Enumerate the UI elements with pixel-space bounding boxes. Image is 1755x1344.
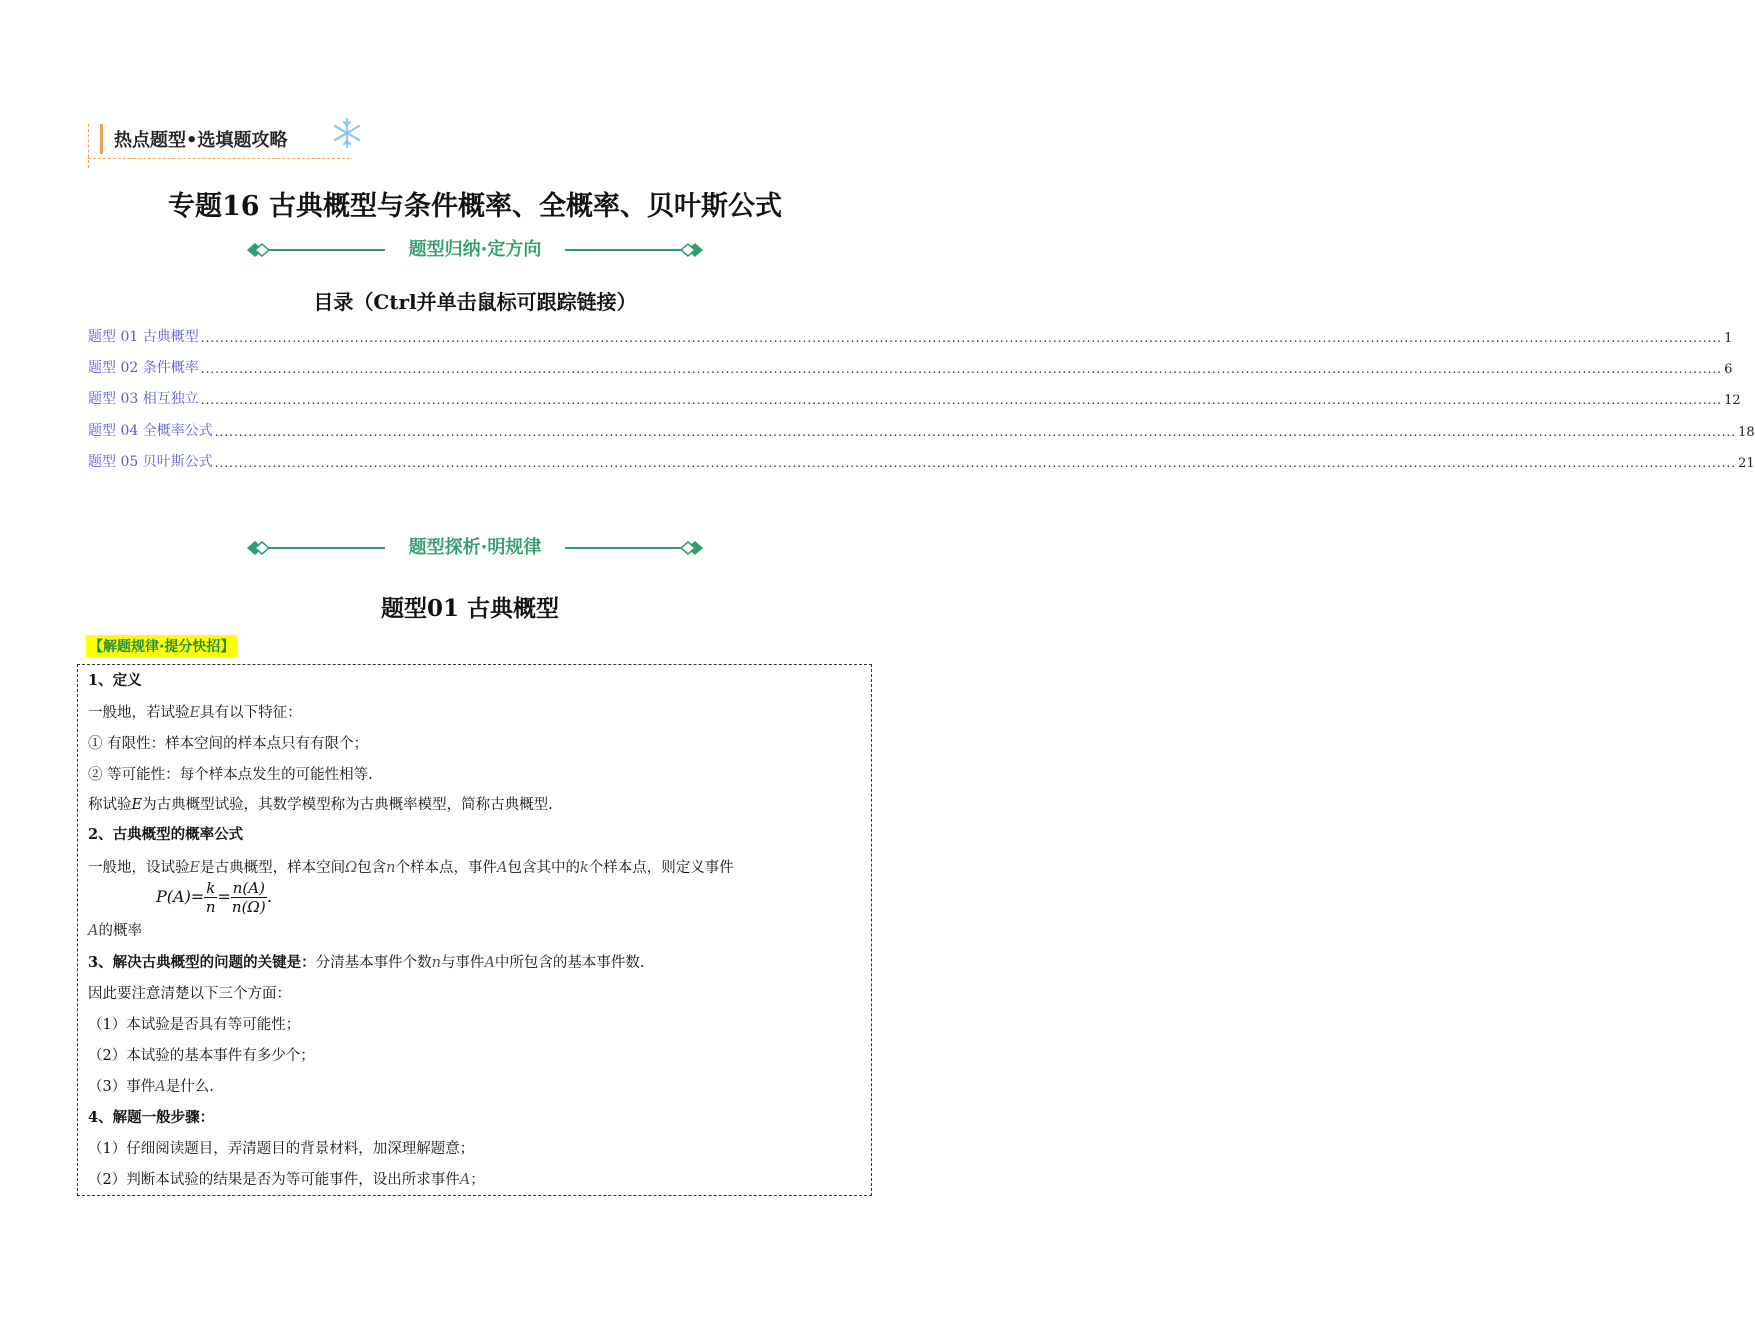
toc-item-label[interactable]: 题型 03 相互独立 [88,391,199,407]
numerator: n(A) [232,879,265,897]
toc-item-page: 1 [1724,331,1733,346]
text-line [88,793,553,814]
toc-item-label[interactable]: 题型 04 全概率公式 [88,423,213,439]
text: 称试验 [88,797,132,813]
text-line: （1）本试验是否具有等可能性； [88,1017,301,1033]
var: E [189,705,201,721]
probability-formula [156,879,272,916]
text: （3）事件 [88,1079,156,1095]
content-box [77,664,872,1196]
denominator: n [205,898,216,916]
var: n [386,860,396,876]
formula-end: . [266,887,273,906]
toc-item-page: 6 [1724,362,1733,377]
numerator: k [206,879,216,897]
toc-leader: ............................................................................................................................................................................................................................................................................................................................ [200,393,1723,407]
key-heading: 3、解决古典概型的问题的关键是： [88,954,316,971]
badge-bar [100,124,103,154]
text-line [88,919,142,940]
var: A [496,860,508,876]
text: 包含其中的 [507,860,580,876]
text: ； [470,1172,485,1188]
var: E [131,797,143,813]
text-line [88,701,302,722]
formula-lhs: P(A)= [156,887,205,906]
text: 包含 [357,860,387,876]
text: 个样本点，则定义事件 [588,860,734,876]
toc-leader: ............................................................................................................................................................................................................................................................................................................................ [200,362,1723,376]
var: A [459,1172,471,1188]
toc-leader: ............................................................................................................................................................................................................................................................................................................................ [214,425,1737,439]
text: 为古典概型试验，其数学模型称为古典概率模型，简称古典概型. [142,797,553,813]
text: 是什么. [165,1079,214,1095]
fraction [204,879,217,916]
toc-leader: ............................................................................................................................................................................................................................................................................................................................ [200,331,1723,345]
text: 中所包含的基本事件数. [494,955,645,971]
var: E [189,860,201,876]
text-line: （1）仔细阅读题目，弄清题目的背景材料，加深理解题意； [88,1141,475,1157]
text-line: （2）本试验的基本事件有多少个； [88,1048,315,1064]
document-title: 专题16 古典概型与条件概率、全概率、贝叶斯公式 [168,191,782,222]
toc-item-page: 12 [1724,393,1741,408]
var: A [88,923,99,939]
fraction [231,879,267,916]
text: 一般地，若试验 [88,705,190,721]
section-divider-1 [245,237,705,263]
badge-vdash [88,124,89,168]
steps-heading: 4、解题一般步骤： [88,1109,215,1126]
text: （2）判断本试验的结果是否为等可能事件，设出所求事件 [88,1172,460,1188]
text: 个样本点，事件 [395,860,497,876]
text-line: ② 等可能性：每个样本点发生的可能性相等. [88,767,373,783]
text: 具有以下特征： [200,705,302,721]
text-line [88,1168,485,1189]
toc-item[interactable] [88,420,1755,440]
toc-item-label[interactable]: 题型 05 贝叶斯公式 [88,454,213,470]
divider-label: 题型归纳·定方向 [408,239,542,260]
header-badge [100,124,350,160]
var: A [484,955,495,971]
badge-text: 热点题型•选填题攻略 [114,130,288,151]
section-divider-2 [245,535,705,561]
formula-heading: 2、古典概型的概率公式 [88,826,244,843]
toc-item-label[interactable]: 题型 02 条件概率 [88,360,199,376]
toc-item[interactable] [88,388,1741,408]
var: A [155,1079,166,1095]
text: 分清基本事件个数 [315,955,432,971]
denominator: n(Ω) [231,898,266,916]
text: 是古典概型，样本空间 [200,860,346,876]
divider-label: 题型探析·明规律 [408,537,542,558]
toc-title: 目录（Ctrl并单击鼠标可跟踪链接） [313,290,637,314]
badge-dash [88,158,350,159]
text: 一般地，设试验 [88,860,190,876]
toc-item[interactable] [88,326,1733,346]
toc-item-page: 18 [1738,425,1755,440]
toc-item-page: 21 [1738,456,1755,471]
var: n [431,955,441,971]
var: k [579,860,589,876]
text-line [88,1075,214,1096]
snowflake-icon [330,116,364,150]
text: 与事件 [440,955,485,971]
text-line [88,951,645,972]
text: 的概率 [98,923,142,939]
toc-item[interactable] [88,451,1755,471]
toc-leader: ............................................................................................................................................................................................................................................................................................................................ [214,456,1737,470]
text-line: ① 有限性：样本空间的样本点只有有限个； [88,736,369,752]
var: Ω [345,860,358,876]
toc-item[interactable] [88,357,1733,377]
toc-item-label[interactable]: 题型 01 古典概型 [88,329,199,345]
definition-heading: 1、定义 [88,672,142,689]
section-title: 题型01 古典概型 [380,595,559,622]
text-line [88,856,734,877]
formula-eq: = [217,887,231,906]
tip-label: 【解题规律·提分快招】 [86,635,237,657]
text-line: 因此要注意清楚以下三个方面： [88,986,291,1002]
